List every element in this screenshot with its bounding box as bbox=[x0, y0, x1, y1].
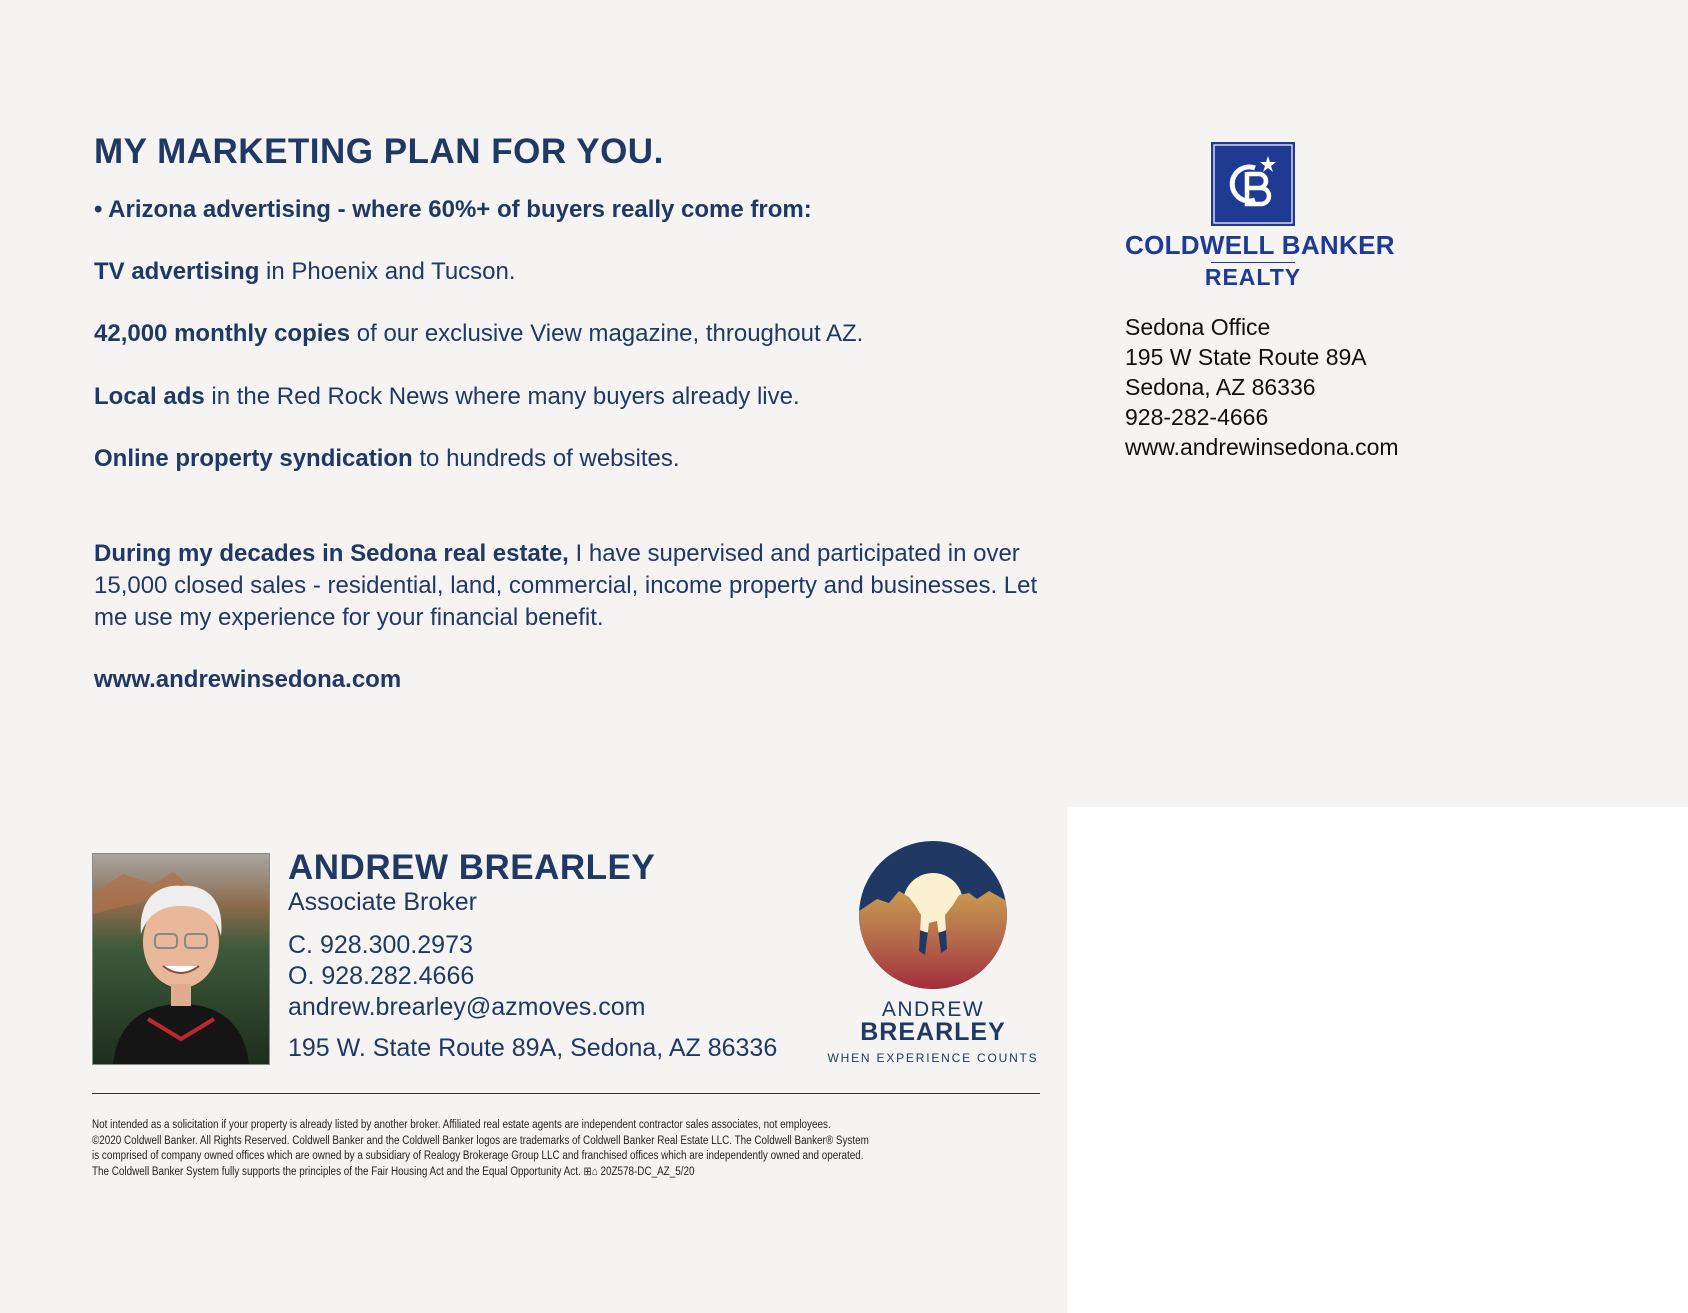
plan-bullet: • Arizona advertising - where 60%+ of buyers really come from: bbox=[94, 196, 812, 223]
plan-item-text: in Phoenix and Tucson. bbox=[259, 258, 516, 285]
plan-item bbox=[94, 320, 863, 348]
coldwell-banker-logo-icon bbox=[1211, 142, 1295, 226]
disclaimer-line: Not intended as a solicitation if your property is already listed by another broker. Affiliated real estate agents are independent contractor sales associates, not employees. bbox=[92, 1119, 831, 1131]
brand-subtitle: REALTY bbox=[1204, 264, 1302, 290]
brand-name: COLDWELL BANKER bbox=[1125, 230, 1395, 260]
agent-photo bbox=[92, 853, 270, 1065]
personal-logo-tagline: WHEN EXPERIENCE COUNTS bbox=[827, 1051, 1039, 1065]
page-title: MY MARKETING PLAN FOR YOU. bbox=[94, 132, 664, 171]
plan-item-bold: Local ads bbox=[94, 383, 205, 410]
plan-item bbox=[94, 258, 516, 286]
agent-contacts bbox=[288, 930, 645, 1023]
office-phone[interactable]: 928-282-4666 bbox=[1125, 404, 1269, 430]
agent-cell-phone[interactable]: C. 928.300.2973 bbox=[288, 931, 473, 959]
agent-office-phone[interactable]: O. 928.282.4666 bbox=[288, 962, 475, 990]
plan-item-bold: TV advertising bbox=[94, 258, 260, 285]
plan-item-text: of our exclusive View magazine, throughout AZ. bbox=[350, 320, 864, 347]
office-info bbox=[1125, 312, 1399, 462]
brand-divider bbox=[1211, 262, 1295, 263]
sedona-sunset-logo-icon bbox=[859, 841, 1007, 989]
disclaimer-line: ©2020 Coldwell Banker. All Rights Reserved. Coldwell Banker and the Coldwell Banker logos are trademarks of Coldwell Banker Real Estate LLC. The Coldwell Banker® System bbox=[92, 1134, 869, 1147]
plan-item bbox=[94, 383, 800, 411]
disclaimer-line: The Coldwell Banker System fully supports the principles of the Fair Housing Act and the Equal Opportunity Act. ⊞⌂ 20Z578-DC_AZ_5/20 bbox=[92, 1165, 695, 1178]
experience-text: I have supervised and participated in over 15,000 closed sales - residential, land, commercial, income property and businesses. Let me use my experience for your financial benefit. bbox=[94, 540, 1038, 631]
plan-item-bold: 42,000 monthly copies bbox=[94, 320, 351, 347]
office-street: 195 W State Route 89A bbox=[1125, 344, 1367, 370]
plan-item bbox=[94, 445, 680, 473]
agent-name: ANDREW BREARLEY bbox=[288, 848, 656, 887]
office-website[interactable]: www.andrewinsedona.com bbox=[1125, 434, 1399, 460]
experience-bold: During my decades in Sedona real estate, bbox=[94, 540, 569, 567]
agent-email[interactable]: andrew.brearley@azmoves.com bbox=[288, 993, 646, 1021]
blank-mailing-panel bbox=[1067, 807, 1688, 1313]
office-city: Sedona, AZ 86336 bbox=[1125, 374, 1316, 400]
plan-item-text: to hundreds of websites. bbox=[412, 445, 680, 472]
agent-title: Associate Broker bbox=[288, 888, 477, 916]
website-link[interactable]: www.andrewinsedona.com bbox=[94, 666, 402, 693]
disclaimer-line: is comprised of company owned offices which are owned by a subsidiary of Realogy Brokerage Group LLC and franchised offices which are independently owned and operated. bbox=[92, 1150, 864, 1162]
plan-item-text: in the Red Rock News where many buyers already live. bbox=[204, 383, 800, 410]
plan-item-bold: Online property syndication bbox=[94, 445, 413, 472]
footer-divider bbox=[92, 1093, 1040, 1094]
personal-logo-last-name: BREARLEY bbox=[860, 1018, 1006, 1046]
legal-disclaimer bbox=[92, 1118, 1029, 1180]
personal-logo-first-name: ANDREW bbox=[881, 998, 985, 1021]
agent-address: 195 W. State Route 89A, Sedona, AZ 86336 bbox=[288, 1034, 778, 1062]
experience-paragraph bbox=[94, 538, 1074, 634]
office-name: Sedona Office bbox=[1125, 314, 1271, 340]
